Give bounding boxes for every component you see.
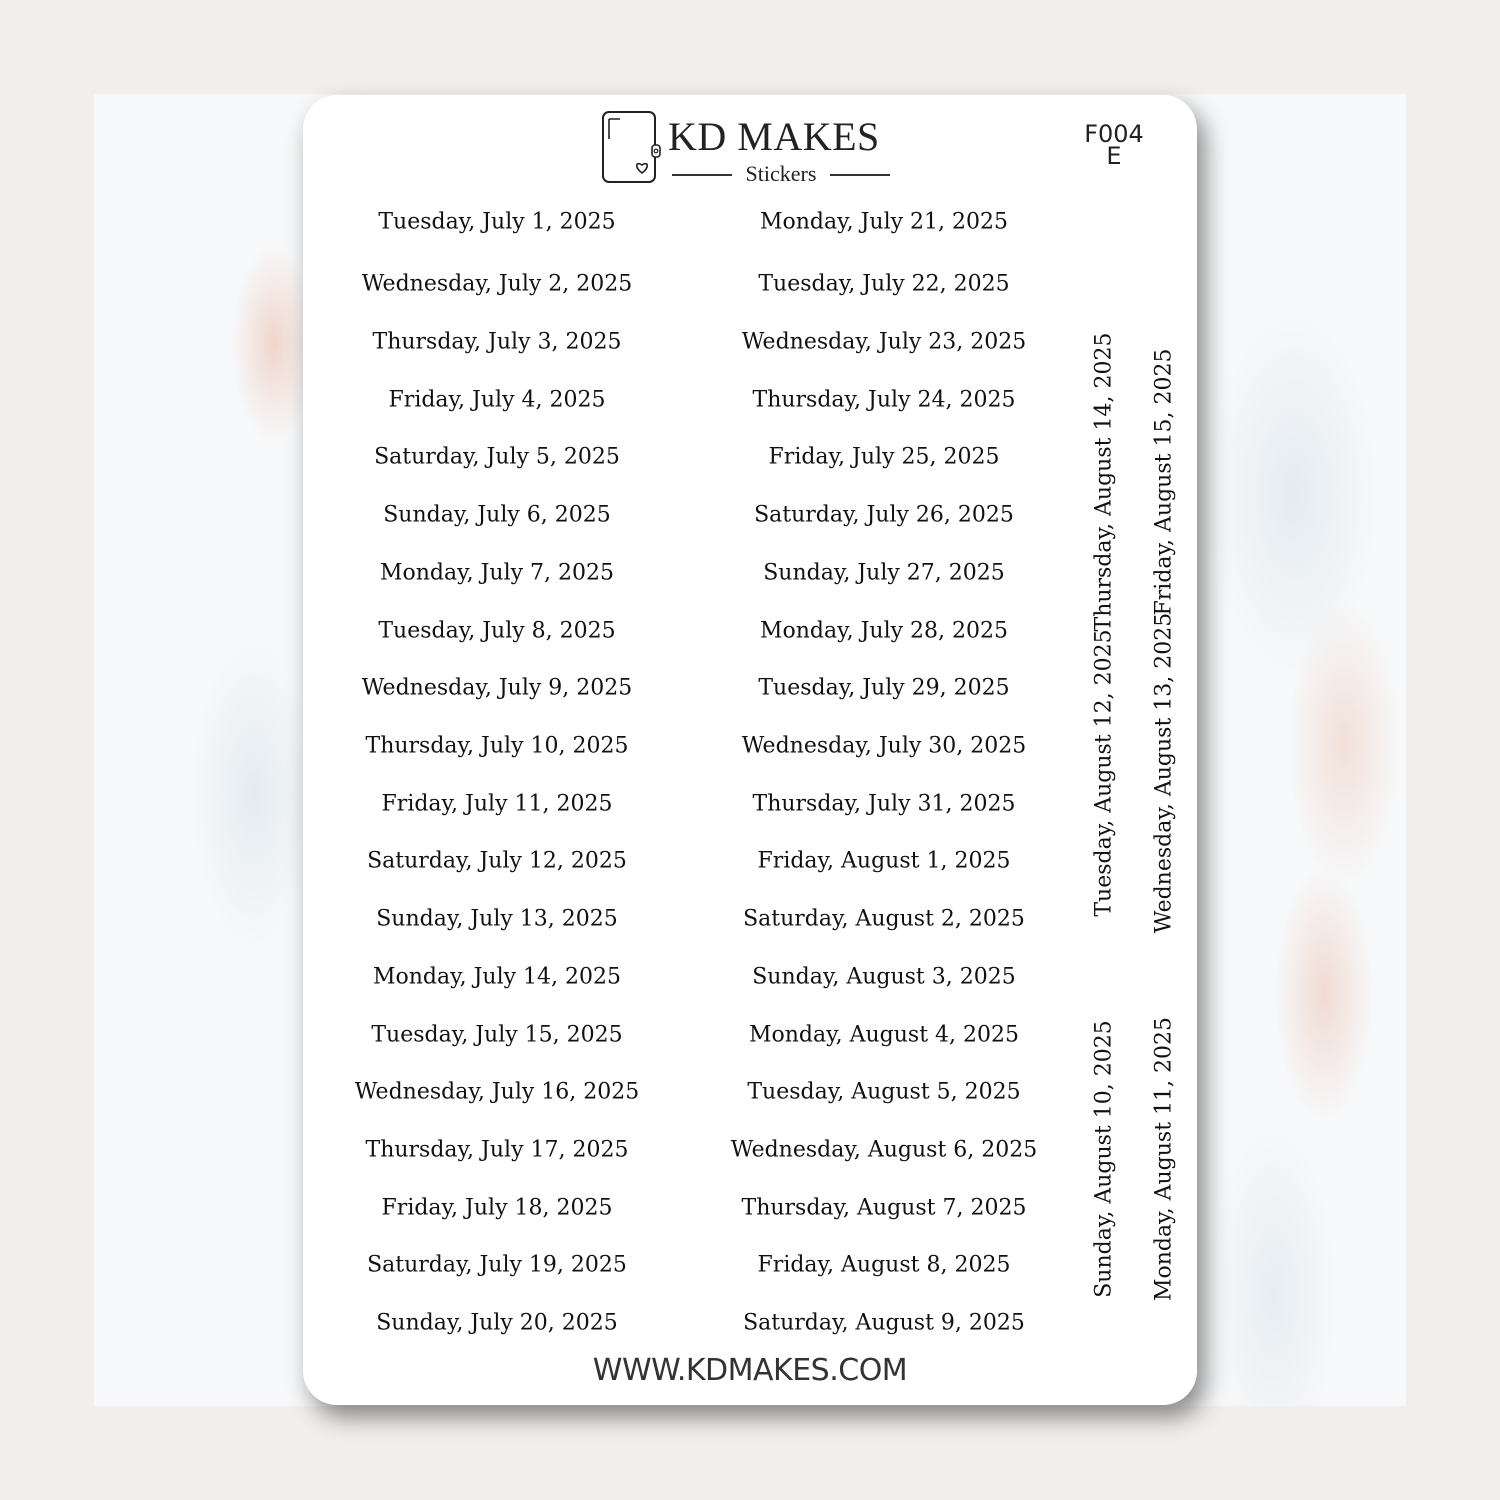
date-sticker: Wednesday, July 2, 2025: [361, 271, 633, 297]
brand-logo: [600, 107, 900, 187]
date-sticker: Sunday, August 3, 2025: [752, 964, 1016, 990]
date-sticker: Monday, July 21, 2025: [759, 209, 1009, 235]
date-sticker: Thursday, August 7, 2025: [741, 1195, 1027, 1221]
date-sticker: Saturday, July 5, 2025: [374, 444, 620, 470]
vertical-date-sticker: Thursday, August 14, 2025: [1091, 332, 1117, 632]
date-sticker: Sunday, July 13, 2025: [376, 906, 618, 932]
date-sticker: Thursday, July 24, 2025: [752, 387, 1016, 413]
sticker-sheet: [303, 95, 1197, 1405]
date-sticker: Saturday, July 19, 2025: [367, 1252, 627, 1278]
date-sticker: Tuesday, August 5, 2025: [747, 1079, 1021, 1105]
date-sticker: Saturday, August 2, 2025: [743, 906, 1025, 932]
brand-name: KD MAKES: [668, 114, 880, 159]
date-sticker: Tuesday, July 15, 2025: [371, 1022, 623, 1048]
vertical-date-sticker: Sunday, August 10, 2025: [1091, 1020, 1117, 1298]
date-sticker: Friday, July 18, 2025: [381, 1195, 613, 1221]
date-sticker: Wednesday, July 30, 2025: [741, 733, 1027, 759]
date-sticker: Monday, August 4, 2025: [748, 1022, 1020, 1048]
date-sticker: Monday, July 14, 2025: [372, 964, 622, 990]
date-sticker: Friday, July 11, 2025: [381, 791, 613, 817]
date-sticker: Saturday, July 12, 2025: [367, 848, 627, 874]
planner-heart-icon: [600, 109, 662, 185]
date-sticker: Saturday, July 26, 2025: [754, 502, 1014, 528]
vertical-date-sticker: Monday, August 11, 2025: [1151, 1016, 1177, 1302]
date-sticker: Monday, July 7, 2025: [379, 560, 615, 586]
date-sticker: Friday, August 8, 2025: [757, 1252, 1011, 1278]
date-sticker: Thursday, July 3, 2025: [372, 329, 622, 355]
vertical-date-sticker: Friday, August 15, 2025: [1151, 348, 1177, 616]
product-code-line-1: F004: [1084, 120, 1144, 148]
date-sticker: Saturday, August 9, 2025: [743, 1310, 1025, 1336]
date-sticker: Monday, July 28, 2025: [759, 618, 1009, 644]
date-sticker: Tuesday, July 29, 2025: [758, 675, 1010, 701]
website-url: WWW.KDMAKES.COM: [592, 1353, 908, 1388]
date-sticker: Friday, August 1, 2025: [757, 848, 1011, 874]
date-sticker: Thursday, July 17, 2025: [365, 1137, 629, 1163]
date-sticker: Tuesday, July 8, 2025: [378, 618, 616, 644]
product-code-line-2: E: [1106, 142, 1122, 170]
date-sticker: Wednesday, July 9, 2025: [361, 675, 633, 701]
date-sticker: Thursday, July 31, 2025: [752, 791, 1016, 817]
date-sticker: Sunday, July 27, 2025: [763, 560, 1005, 586]
date-sticker: Sunday, July 20, 2025: [376, 1310, 618, 1336]
date-sticker: Sunday, July 6, 2025: [383, 502, 611, 528]
date-sticker: Tuesday, July 1, 2025: [378, 209, 616, 235]
date-sticker: Thursday, July 10, 2025: [365, 733, 629, 759]
date-sticker: Friday, July 4, 2025: [388, 387, 606, 413]
date-sticker: Friday, July 25, 2025: [768, 444, 1000, 470]
brand-subtitle: Stickers: [672, 161, 890, 187]
vertical-date-sticker: Tuesday, August 12, 2025: [1091, 629, 1117, 917]
vertical-date-sticker: Wednesday, August 13, 2025: [1151, 612, 1177, 934]
date-sticker: Tuesday, July 22, 2025: [758, 271, 1010, 297]
date-sticker: Wednesday, August 6, 2025: [730, 1137, 1038, 1163]
date-sticker: Wednesday, July 23, 2025: [741, 329, 1027, 355]
date-sticker: Wednesday, July 16, 2025: [354, 1079, 640, 1105]
product-code: [1079, 120, 1149, 170]
